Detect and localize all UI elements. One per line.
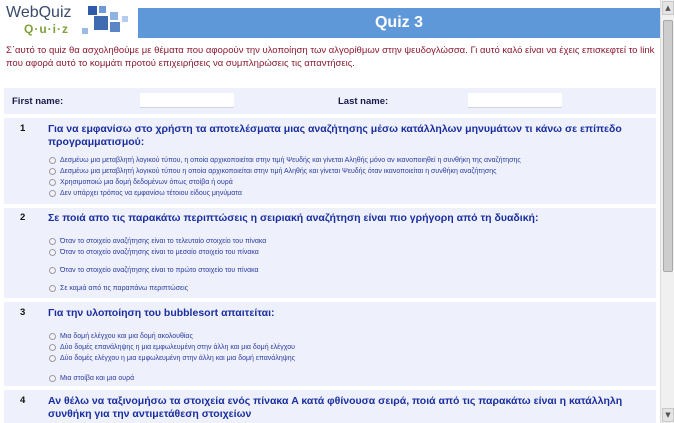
question-number: 1	[20, 123, 26, 134]
answer-label: Δεσμέυω μια μεταβλητή λογικού τύπου, η οποία αρχικοποιείται στην τιμή Ψευδής και γίνεται Αληθής μόνο αν ικανοποιηθεί η συνθήκη της αναζήτησης	[60, 157, 521, 164]
title-bar	[138, 8, 660, 38]
question-text: Για να εμφανίσω στο χρήστη τα αποτελέσματα μιας αναζήτησης μέσω κατάλληλων μηνυμάτων τι κάνω σε επίπεδο προγραμματισμού:	[48, 123, 622, 148]
name-row	[4, 88, 656, 114]
radio-button[interactable]	[49, 267, 56, 274]
logo-square-icon	[94, 16, 108, 30]
first-name-label: First name:	[12, 96, 64, 107]
page-title: Quiz 3	[374, 14, 423, 31]
header	[0, 0, 660, 40]
question-block	[4, 118, 656, 204]
radio-button[interactable]	[49, 179, 56, 186]
intro-text: Σ΄αυτό το quiz θα ασχοληθούμε με θέματα που αφορούν την υλοποίηση των αλγορίθμων στην ψευδογλώσσα. Γι αυτό καλό είναι να έχεις επισκεφτεί το link που αφορά αυτό το κομμάτι προτού επιχειρήσεις να συμπληρώσεις τις απαντήσεις.	[6, 45, 655, 69]
answer-label: Δύο δομές ελέγχου η μια εμφωλευμένη στην άλλη και μια δομή επανάληψης	[60, 355, 295, 362]
answer-label: Μια δομή ελέγχου και μια δομή ακολουθίας	[60, 333, 193, 340]
radio-button[interactable]	[49, 333, 56, 340]
answer-label: Δεν υπάρχει τρόπος να εμφανίσω τέτοιου είδους μηνύματα	[60, 190, 242, 197]
logo-square-icon	[122, 16, 128, 22]
answer-label: Όταν το στοιχείο αναζήτησης είναι το μεσαίο στοιχείο του πίνακα	[60, 249, 259, 256]
logo-square-icon	[110, 22, 120, 32]
question-text: Σε ποιά απο τις παρακάτω περιπτώσεις η σειριακή αναζήτηση είναι πιο γρήγορη από τη δυαδική:	[48, 212, 539, 224]
radio-button[interactable]	[49, 190, 56, 197]
radio-button[interactable]	[49, 355, 56, 362]
radio-button[interactable]	[49, 344, 56, 351]
answer-label: Σε καμιά από τις παραπάνω περιπτώσεις	[60, 285, 189, 292]
answer-label: Όταν το στοιχείο αναζήτησης είναι το πρώτο στοιχείο του πίνακα	[60, 267, 259, 274]
radio-button[interactable]	[49, 168, 56, 175]
answer-label: Δεσμέυω μια μεταβλητή λογικού τύπου η οποία αρχικοποιείται στην τιμή Αληθής και γίνεται Ψευδής όταν ικανοποιείται η συνθήκη αναζήτησης	[60, 168, 497, 175]
webquiz-logo	[2, 2, 138, 38]
first-name-input[interactable]	[140, 93, 234, 108]
logo-square-icon	[110, 12, 118, 20]
answer-label: Χρησιμοποιώ μια δομή δεδομένων όπως στοίβα ή ουρά	[60, 179, 233, 186]
logo-square-icon	[99, 6, 106, 13]
scroll-down-arrow-icon[interactable]: ▼	[662, 408, 674, 422]
radio-button[interactable]	[49, 285, 56, 292]
question-text: Αν θέλω να ταξινομήσω τα στοιχεία ενός πίνακα A κατά φθίνουσα σειρά, ποιά από τις παρακάτω είναι η κατάλληλη συνθήκη για την αντιμετάθεση στοιχείων	[48, 395, 623, 420]
question-number: 3	[20, 307, 26, 318]
logo-square-icon	[88, 6, 97, 15]
question-number: 4	[20, 395, 26, 406]
answer-label: Δύο δομές επανάληψης η μια εμφωλευμένη στην άλλη και μια δομή ελέγχου	[60, 344, 295, 351]
question-number: 2	[20, 212, 26, 223]
question-block	[4, 302, 656, 386]
answer-label: Μια στοίβα και μια ουρά	[60, 375, 135, 382]
logo-subtitle: Q·u·i·z	[24, 22, 69, 36]
radio-button[interactable]	[49, 249, 56, 256]
vertical-scrollbar[interactable]	[660, 0, 674, 423]
question-block	[4, 208, 656, 298]
logo-wordmark: WebQuiz	[6, 4, 72, 21]
radio-button[interactable]	[49, 238, 56, 245]
radio-button[interactable]	[49, 375, 56, 382]
radio-button[interactable]	[49, 157, 56, 164]
question-block	[4, 390, 656, 423]
logo-square-icon	[82, 28, 88, 34]
answer-label: Όταν το στοιχείο αναζήτησης είναι το τελευταίο στοιχείο του πίνακα	[60, 238, 267, 245]
scroll-up-arrow-icon[interactable]: ▲	[662, 1, 674, 15]
scrollbar-thumb[interactable]	[663, 20, 673, 272]
last-name-input[interactable]	[468, 93, 562, 108]
last-name-label: Last name:	[338, 96, 389, 107]
question-text: Για την υλοποίηση του bubblesort απαιτείται:	[48, 307, 275, 319]
